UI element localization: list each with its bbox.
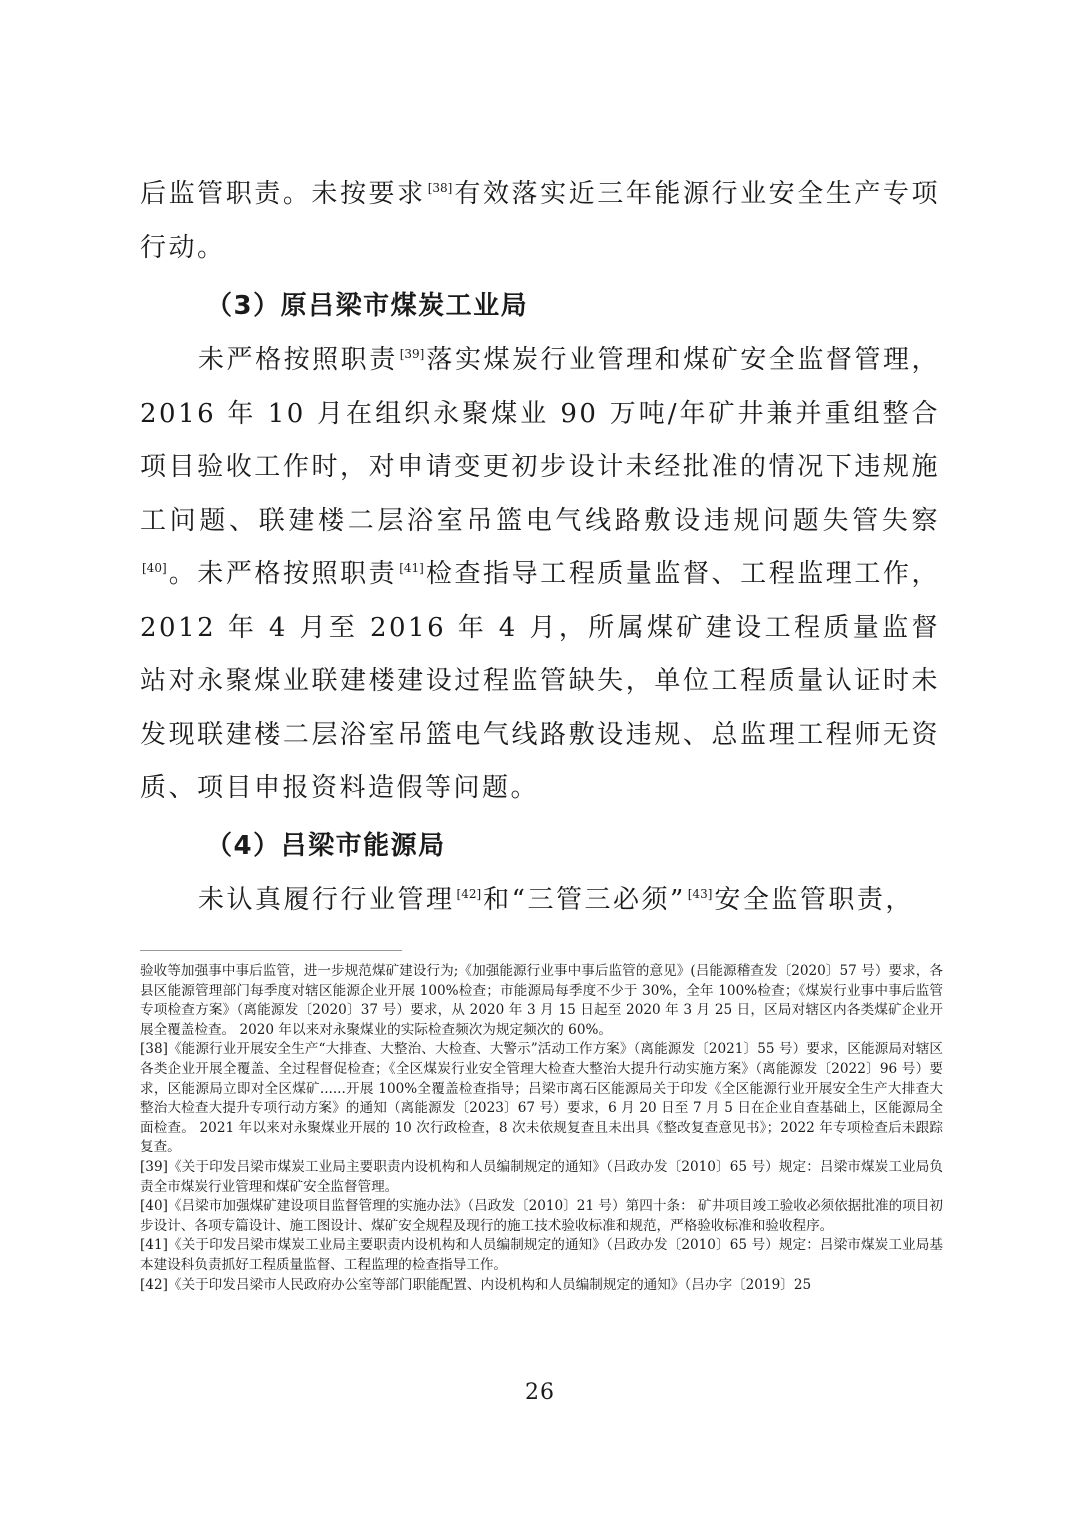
footnote-ref-41[interactable]: [41]: [399, 561, 424, 575]
footnote-ref-42[interactable]: [42]: [456, 887, 482, 901]
text-run: 和“三管三必须”: [483, 885, 686, 915]
text-run: 未认真履行行业管理: [198, 885, 455, 915]
paragraph-energy-bureau: [140, 874, 940, 928]
paragraph-coal-bureau: [140, 334, 940, 816]
text-run: 落实煤炭行业管理和煤矿安全监督管理，2016 年 10 月在组织永聚煤业 90 万吨/年矿井兼并重组整合项目验收工作时，对申请变更初步设计未经批准的情况下违规施工问题、联建楼二层浴室吊篮电气线路敷设违规问题失管失察: [140, 345, 940, 536]
footnote-ref-39[interactable]: [39]: [399, 347, 425, 361]
footnote-item: [39]《关于印发吕梁市煤炭工业局主要职责内设机构和人员编制规定的通知》（吕政办发〔2010〕65 号）规定：吕梁市煤炭工业局负责全市煤炭行业管理和煤矿安全监督管理。: [140, 1158, 943, 1195]
footnotes: [140, 962, 943, 1295]
page-number: 26: [525, 1380, 555, 1405]
footnote-ref-40[interactable]: [40]: [142, 561, 167, 575]
footnote-item: [38]《能源行业开展安全生产“大排查、大整治、大检查、大警示”活动工作方案》（离能源发〔2021〕55 号）要求，区能源局对辖区各类企业开展全覆盖、全过程督促检查；《全区煤炭行业安全管理大检查大整治大提升行动实施方案》（离能源发〔2022〕96 号）要求，区能源局立即对全区煤矿......开展 100%全覆盖检查指导；吕梁市离石区能源局关于印发《全区能源行业开展安全生产大排查大整治大检查大提升专项行动方案》的通知（离能源发〔2023〕67 号）要求，6 月 20 日至 7 月 5 日在企业自查基础上，区能源局全面检查。 2021 年以来对永聚煤业开展的 10 次行政检查，8 次未依规复查且未出具《整改复查意见书》；2022 年专项检查后未跟踪复查。: [140, 1041, 943, 1156]
paragraph-continued: [140, 168, 940, 275]
footnote-item: 验收等加强事中事后监管，进一步规范煤矿建设行为;《加强能源行业事中事后监管的意见》(吕能源稽查发〔2020〕57 号）要求，各县区能源管理部门每季度对辖区能源企业开展 100%检查；市能源局每季度不少于 30%，全年 100%检查；《煤炭行业事中事后监管专项检查方案》（离能源发〔2020〕37 号）要求，从 2020 年 3 月 15 日起至 2020 年 3 月 25 日，区局对辖区内各类煤矿企业开展全覆盖检查。 2020 年以来对永聚煤业的实际检查频次为规定频次的 60%。: [140, 963, 943, 1038]
text-run: 未严格按照职责: [198, 345, 398, 375]
footnote-separator: [140, 950, 402, 951]
footnote-item: [40]《吕梁市加强煤矿建设项目监督管理的实施办法》（吕政发〔2010〕21 号）第四十条： 矿井项目竣工验收必须依据批准的项目初步设计、各项专篇设计、施工图设计、煤矿安全规程及现行的施工技术验收标准和规范，严格验收标准和验收程序。: [140, 1198, 943, 1234]
footnote-item: [42]《关于印发吕梁市人民政府办公室等部门职能配置、内设机构和人员编制规定的通知》（吕办字〔2019〕25: [140, 1276, 812, 1293]
text-run: 。未严格按照职责: [168, 559, 398, 589]
section-heading-3: （3）原吕梁市煤炭工业局: [206, 291, 529, 321]
footnote-item: [41]《关于印发吕梁市煤炭工业局主要职责内设机构和人员编制规定的通知》（吕政办发〔2010〕65 号）规定：吕梁市煤炭工业局基本建设科负责抓好工程质量监督、工程监理的检查指导工作。: [140, 1237, 943, 1273]
text-run: 安全监管职责，: [714, 885, 914, 915]
footnote-ref-38[interactable]: [38]: [427, 181, 453, 195]
section-heading-4: （4）吕梁市能源局: [206, 831, 446, 861]
text-run: 有效落实近三年能源行业安全生产专项行动。: [140, 179, 940, 263]
text-run: 检查指导工程质量监督、工程监理工作，2012 年 4 月至 2016 年 4 月，所属煤矿建设工程质量监督站对永聚煤业联建楼建设过程监管缺失，单位工程质量认证时未发现联建楼二层浴室吊篮电气线路敷设违规、总监理工程师无资质、项目申报资料造假等问题。: [140, 559, 940, 803]
footnote-ref-43[interactable]: [43]: [687, 887, 713, 901]
text-run: 后监管职责。未按要求: [140, 179, 426, 209]
